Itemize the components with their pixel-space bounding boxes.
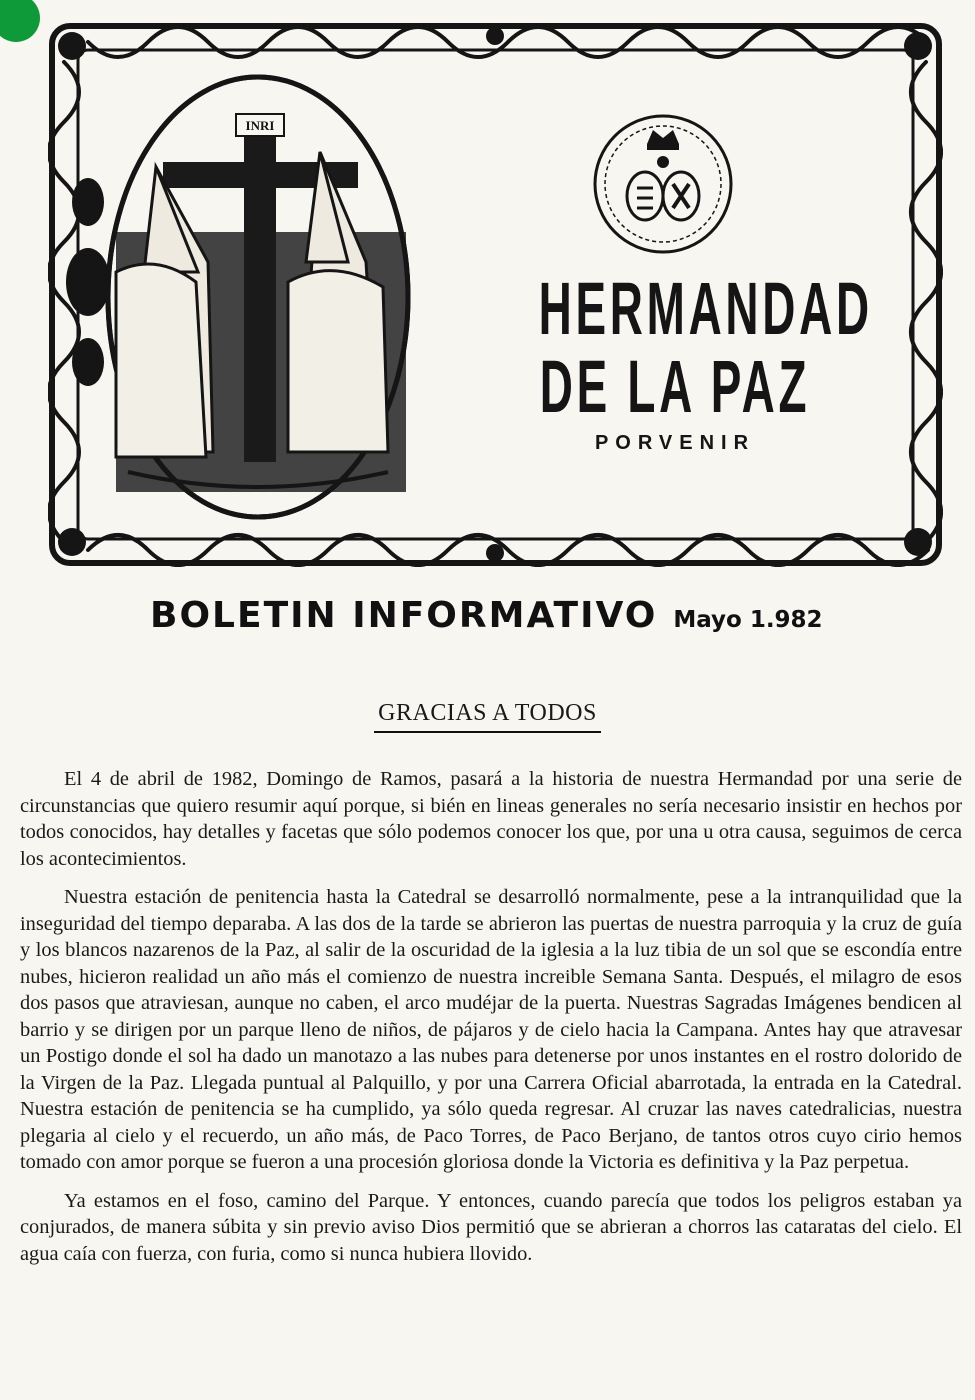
nazarenos-illustration	[108, 77, 408, 517]
subtitle-porvenir: PORVENIR	[594, 432, 756, 454]
brotherhood-title-block	[455, 267, 895, 455]
bulletin-date: Mayo 1.982	[673, 607, 823, 633]
title-line-de-la-paz: DE LA PAZ	[539, 345, 811, 428]
crowned-shield-emblem-icon	[595, 116, 731, 252]
article-heading-text: GRACIAS A TODOS	[374, 700, 601, 733]
article-heading	[0, 700, 975, 733]
article-paragraph: El 4 de abril de 1982, Domingo de Ramos, pasará a la historia de nuestra Hermandad por una serie de circunstancias que quiero resumir aquí porque, si bién en lineas generales no sería necesario insistir en hechos por todos conocidos, hay detalles y facetas que sólo podemos conocer los que, por una u otra causa, seguimos de cerca los acontecimientos.	[20, 768, 962, 870]
article-body	[20, 766, 962, 1279]
bulletin-title: BOLETIN INFORMATIVO	[150, 595, 658, 636]
title-line-hermandad: HERMANDAD	[538, 267, 873, 350]
inri-plaque: INRI	[245, 118, 275, 133]
green-marker-dot	[0, 0, 40, 42]
bulletin-header	[150, 595, 870, 636]
article-paragraph: Ya estamos en el foso, camino del Parque. Y entonces, cuando parecía que todos los peligros estaban ya conjurados, de manera súbita y sin previo aviso Dios permitió que se abrieran a chorros las cataratas del cielo. El agua caía con fuerza, con furia, como si nunca hubiera llovido.	[20, 1189, 962, 1265]
article-paragraph: Nuestra estación de penitencia hasta la Catedral se desarrolló normalmente, pese a la intranquilidad que la inseguridad del tiempo deparaba. A las dos de la tarde se abrieron las puertas de nuestra parroquia y la cruz de guía y los blancos nazarenos de la Paz, al salir de la oscuridad de la iglesia a la luz tibia de un sol que se escondía entre nubes, hicieron realidad un año más el comienzo de nuestra increible Semana Santa. Después, el milagro de esos dos pasos que atraviesan, aunque no caben, el arco mudéjar de la puerta. Nuestras Sagradas Imágenes bendicen al barrio y se dirigen por un parque lleno de niños, de pájaros y de cielo hacia la Campana. Antes hay que atravesar un Postigo donde el sol ha dado un manotazo a las nubes para detenerse por unos instantes en el rostro dolorido de la Virgen de la Paz. Llegada puntual al Palquillo, y por una Carrera Oficial abarrotada, la entrada en la Catedral. Nuestra estación de penitencia se ha cumplido, ya sólo queda regresar. Al cruzar las naves catedralicias, nuestra plegaria al cielo y el recuerdo, un año más, de Paco Torres, de Paco Berjano, de tantos otros cuyo cirio hemos tomado con amor porque se fueron a una procesión gloriosa donde la Victoria es definitiva y la Paz perpetua.	[20, 886, 962, 1173]
